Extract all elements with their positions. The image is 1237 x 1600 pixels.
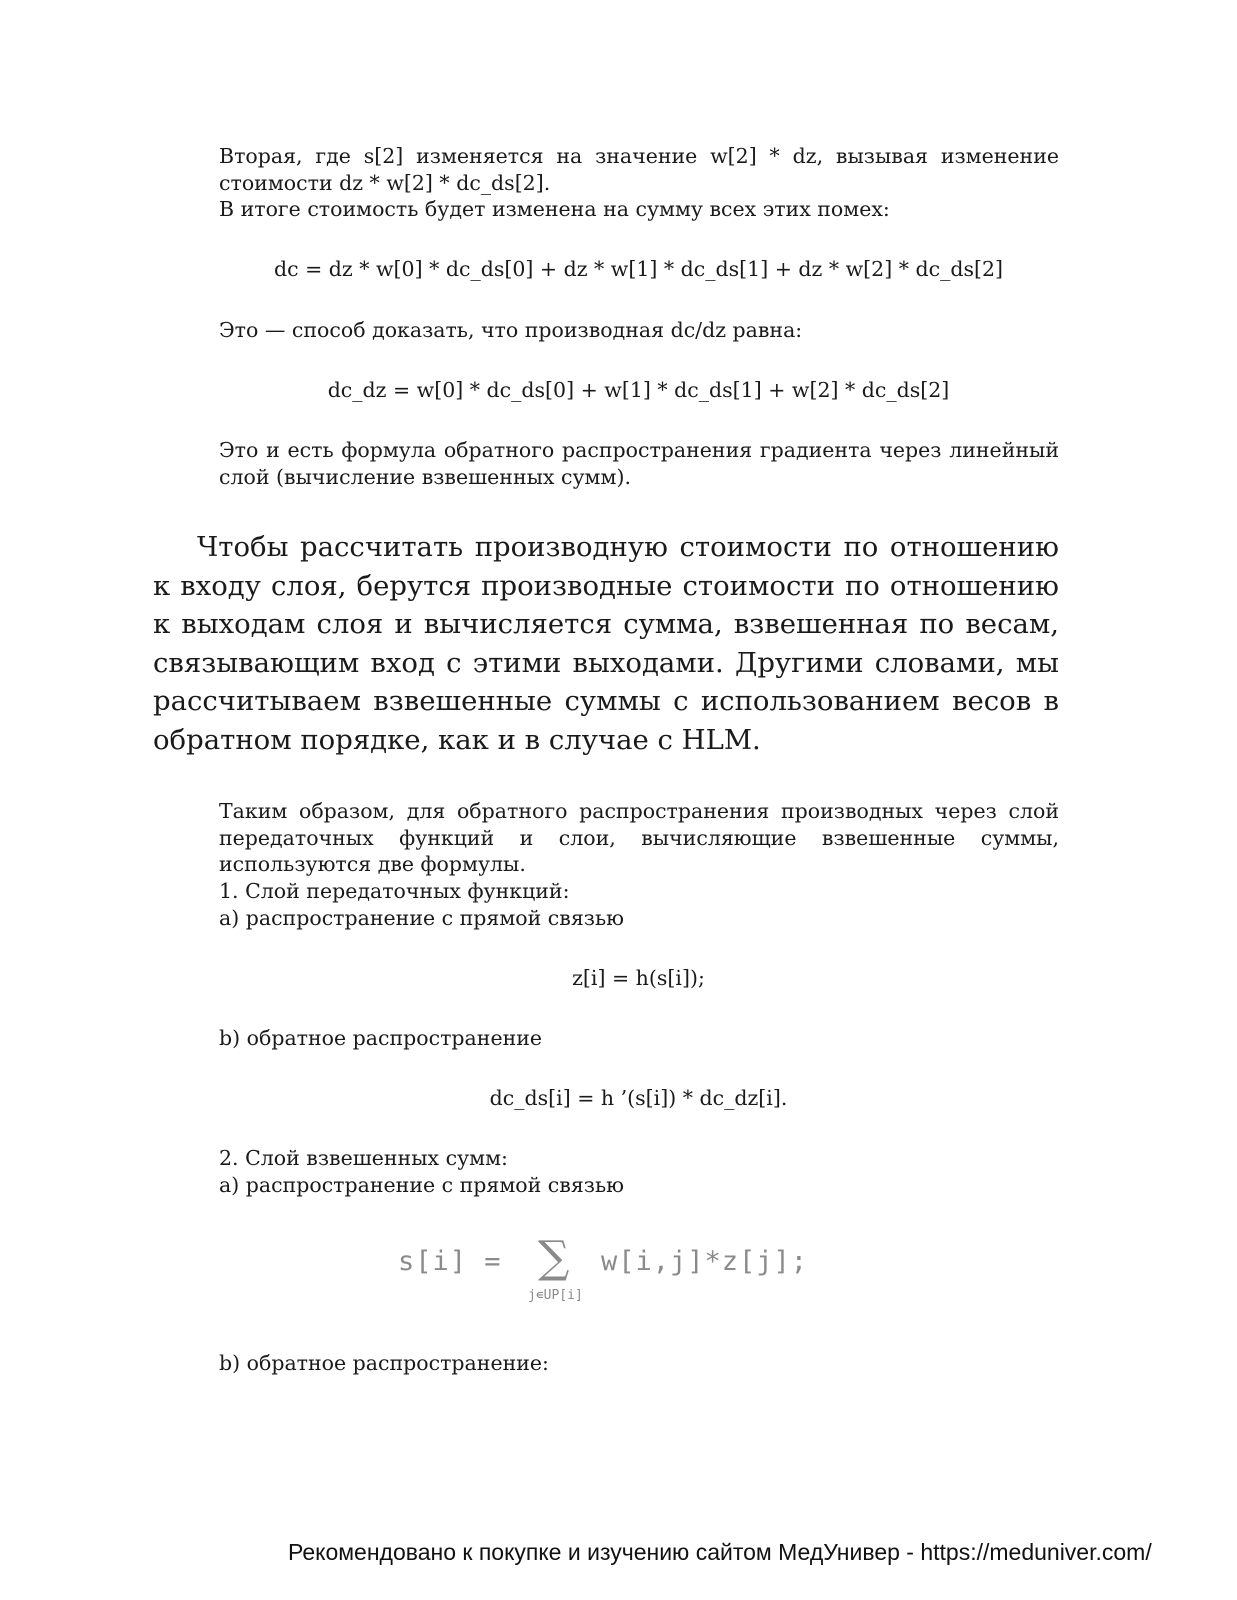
paragraph-sum-of-changes: В итоге стоимость будет изменена на сумму всех этих помех: [219, 197, 890, 222]
formula-weighted-sum-image [398, 1232, 828, 1310]
list-item-2-a: a) распространение с прямой связью [219, 1172, 624, 1197]
list-item-1-a: a) распространение с прямой связью [219, 905, 624, 930]
list-item-2-title: 2. Слой взвешенных сумм: [219, 1146, 508, 1170]
sum-subscript: j∊UP[i] [528, 1288, 583, 1303]
formula-dc: dc = dz * w[0] * dc_ds[0] + dz * w[1] * dc_ds[1] + dz * w[2] * dc_ds[2] [273, 257, 1004, 281]
paragraph-derivative-proof: Это — способ доказать, что производная dc/dz равна: [219, 318, 803, 342]
paragraph-second-change: Вторая, где s[2] изменяется на значение w[2] * dz, вызывая изменение стоимости dz * w[2] * dc_ds[2]. [219, 144, 1059, 195]
formula-dc-ds: dc_ds[i] = h ’(s[i]) * dc_dz[i]. [489, 1086, 788, 1110]
sum-symbol: ∑ [538, 1232, 570, 1283]
main-paragraph: Чтобы рассчитать производную стоимости по отношению к входу слоя, берутся производные стоимости по отношению к выходам слоя и вычисляется сумма, взвешенная по весам, связывающим вход с этими выходами. Другими словами, мы рассчитываем взвешенные суммы с использованием весов в обратном порядке, как и в случае с HLM. [153, 531, 1059, 756]
text-block-1 [219, 143, 1059, 223]
formula-z: z[i] = h(s[i]); [572, 966, 705, 990]
paragraph-backprop-linear: Это и есть формула обратного распространения градиента через линейный слой (вычисление взвешенных сумм). [219, 438, 1059, 489]
footer-recommendation: Рекомендовано к покупке и изучению сайтом МедУнивер - https://meduniver.com/ [288, 1539, 1152, 1565]
list-item-2 [219, 1145, 1059, 1198]
formula-dc-dz: dc_dz = w[0] * dc_ds[0] + w[1] * dc_ds[1] + w[2] * dc_ds[2] [327, 378, 950, 402]
paragraph-two-formulas: Таким образом, для обратного распространения производных через слой передаточных функций и слои, вычисляющие взвешенные суммы, используются две формулы. [219, 799, 1059, 877]
list-item-1 [219, 878, 1059, 931]
sum-formula-lhs: s[i] = [398, 1246, 502, 1277]
list-item-2-b: b) обратное распространение: [219, 1351, 549, 1375]
list-item-1-b: b) обратное распространение [219, 1026, 543, 1050]
list-item-1-title: 1. Слой передаточных функций: [219, 879, 570, 903]
sum-formula-rhs: w[i,j]*z[j]; [601, 1246, 809, 1277]
